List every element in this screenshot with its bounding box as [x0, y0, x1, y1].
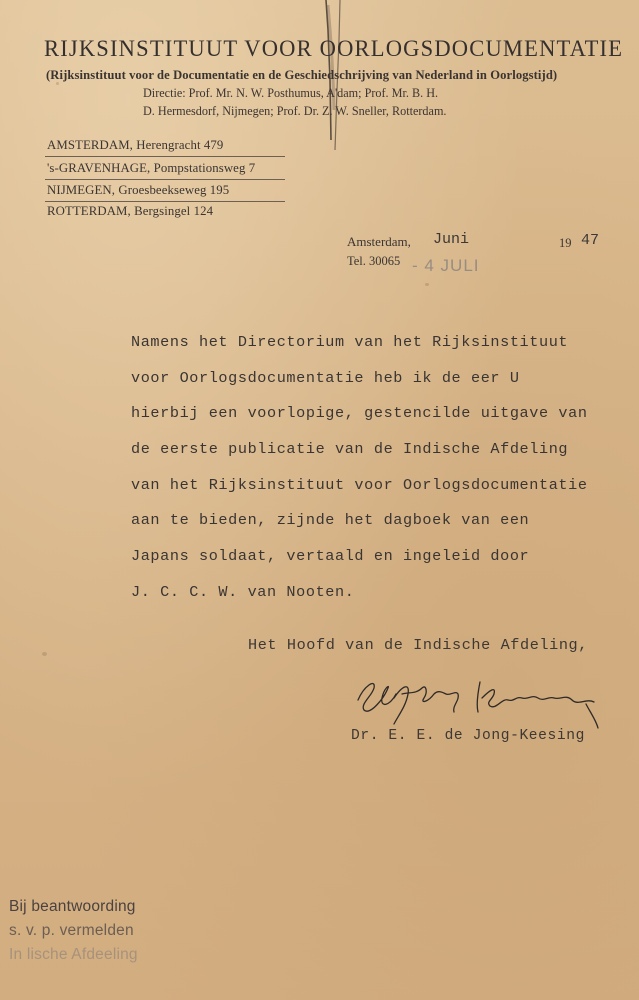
address-divider — [45, 179, 285, 180]
paper-spot — [425, 283, 429, 286]
body-line: aan te bieden, zijnde het dagboek van een — [131, 511, 530, 530]
institute-subtitle: (Rijksinstituut voor de Documentatie en de Geschiedschrijving van Nederland in Oorlogstijd) — [46, 68, 558, 82]
address-rotterdam: ROTTERDAM, Bergsingel 124 — [47, 204, 214, 218]
body-line: hierbij een voorlopige, gestencilde uitgave van — [131, 404, 588, 423]
body-line: de eerste publicatie van de Indische Afdeling — [131, 440, 569, 459]
body-line: voor Oorlogsdocumentatie heb ik de eer U — [131, 368, 520, 387]
stamp-line: In lische Afdeeling — [9, 946, 138, 963]
body-line: Japans soldaat, vertaald en ingeleid door — [131, 547, 530, 566]
received-date-stamp: - 4 JULI — [412, 256, 480, 275]
directie-line-1: Directie: Prof. Mr. N. W. Posthumus, A'dam; Prof. Mr. B. H. — [143, 86, 439, 100]
closing-line: Het Hoofd van de Indische Afdeling, — [248, 636, 588, 654]
telephone: Tel. 30065 — [347, 254, 401, 268]
body-line: Namens het Directorium van het Rijksinstituut — [131, 333, 569, 351]
paper-spot — [56, 82, 59, 85]
signatory-name: Dr. E. E. de Jong-Keesing — [351, 728, 585, 744]
date-place: Amsterdam, — [347, 234, 411, 249]
stamp-line: Bij beantwoording — [9, 898, 136, 915]
body-line: J. C. C. W. van Nooten. — [131, 582, 355, 601]
body-line: van het Rijksinstituut voor Oorlogsdocumentatie — [131, 475, 588, 494]
date-year-suffix: 47 — [581, 232, 600, 249]
address-den-haag: 's-GRAVENHAGE, Pompstationsweg 7 — [47, 161, 256, 175]
address-divider — [45, 156, 285, 157]
address-amsterdam: AMSTERDAM, Herengracht 479 — [47, 138, 224, 152]
date-year-prefix: 19 — [559, 236, 572, 250]
paper-spot — [42, 652, 47, 656]
stamp-line: s. v. p. vermelden — [9, 922, 134, 939]
institute-title: RIJKSINSTITUUT VOOR OORLOGSDOCUMENTATIE — [44, 36, 624, 61]
date-month: Juni — [433, 231, 470, 248]
handwritten-signature — [350, 664, 610, 734]
address-divider — [45, 201, 285, 202]
letter-body — [131, 330, 621, 616]
address-nijmegen: NIJMEGEN, Groesbeekseweg 195 — [47, 183, 230, 197]
directie-line-2: D. Hermesdorf, Nijmegen; Prof. Dr. Z. W. Sneller, Rotterdam. — [143, 104, 447, 118]
